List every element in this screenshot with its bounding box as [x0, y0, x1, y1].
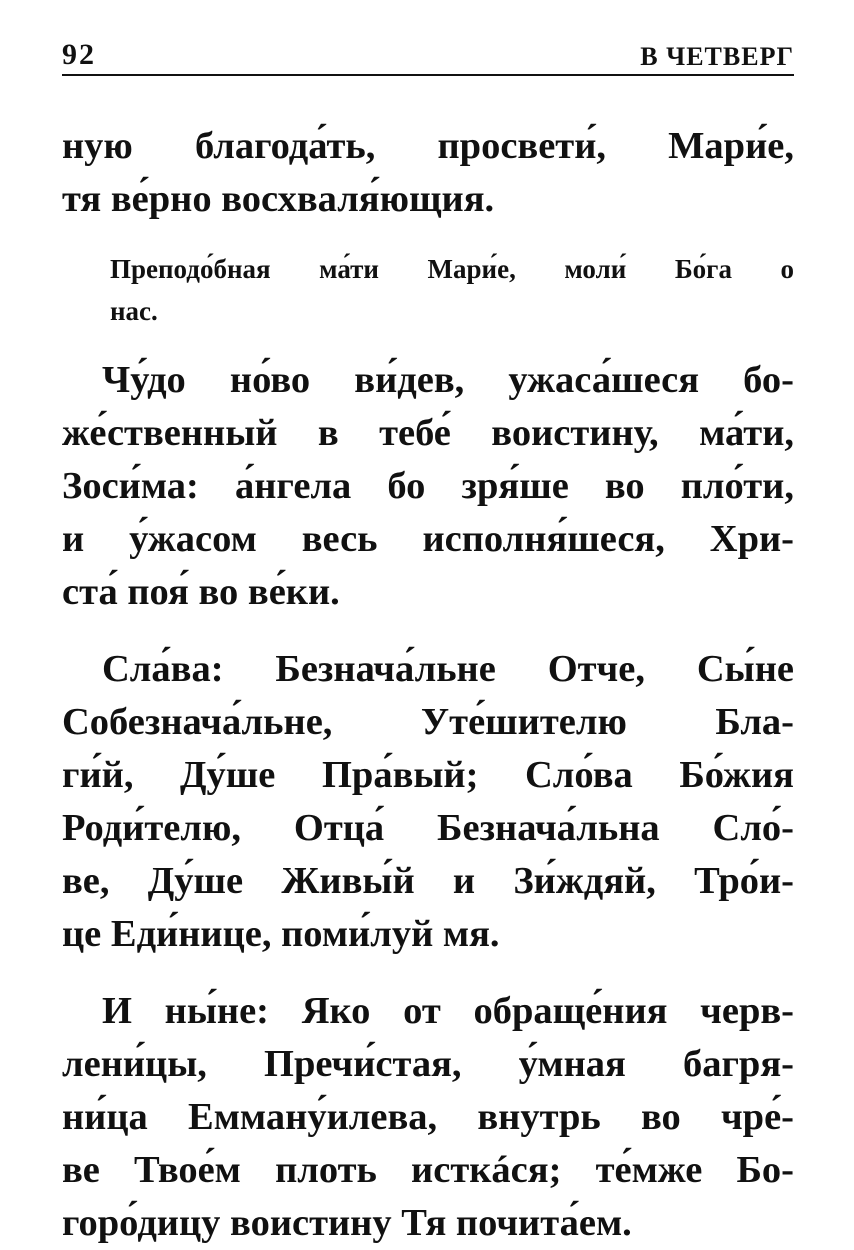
- refrain-line: нас.: [110, 296, 158, 326]
- refrain-line: Преподо́бная ма́ти Мари́е, моли́ Бо́га о: [110, 254, 794, 284]
- text-line: це Еди́нице, поми́луй мя.: [62, 913, 500, 955]
- text-line: ве Твое́м плоть исткáся; те́мже Бо-: [62, 1149, 794, 1191]
- theotokion-paragraph: [62, 985, 794, 1250]
- section-title: В ЧЕТВЕРГ: [640, 42, 794, 71]
- text-line: Роди́телю, Отца́ Безнача́льна Сло́-: [62, 807, 794, 849]
- refrain-verse: [110, 248, 794, 332]
- text-line: Чу́до но́во ви́дев, ужаса́шеся бо-: [102, 359, 794, 401]
- text-line: и у́жасом весь исполня́шеся, Хри-: [62, 518, 794, 560]
- text-line: же́ственный в тебе́ воистину, ма́ти,: [62, 412, 794, 454]
- text-line: тя ве́рно восхваля́ющия.: [62, 178, 495, 220]
- text-line: горо́дицу воистину Тя почита́ем.: [62, 1202, 632, 1244]
- text-line: ста́ поя́ во ве́ки.: [62, 571, 340, 613]
- paragraph-continuation: [62, 120, 794, 226]
- text-line: лени́цы, Пречи́стая, у́мная багря-: [62, 1043, 794, 1085]
- page-number: 92: [62, 38, 96, 71]
- text-line: Сла́ва: Безнача́льне Отче, Сы́не: [102, 648, 794, 690]
- text-line: Собезнача́льне, Уте́шителю Бла-: [62, 701, 794, 743]
- troparion-paragraph: [62, 354, 794, 619]
- book-page: [62, 36, 794, 1250]
- text-line: ги́й, Ду́ше Пра́вый; Сло́ва Бо́жия: [62, 754, 794, 796]
- glory-paragraph: [62, 643, 794, 961]
- running-header: [62, 36, 794, 76]
- text-line: ни́ца Емману́илева, внутрь во чре́-: [62, 1096, 794, 1138]
- text-line: Зоси́ма: а́нгела бо зря́ше во пло́ти,: [62, 465, 794, 507]
- text-line: ве, Ду́ше Живы́й и Зи́ждяй, Тро́и-: [62, 860, 794, 902]
- text-line: ную благода́ть, просвети́, Мари́е,: [62, 125, 794, 167]
- text-line: И ны́не: Яко от обраще́ния черв-: [102, 990, 794, 1032]
